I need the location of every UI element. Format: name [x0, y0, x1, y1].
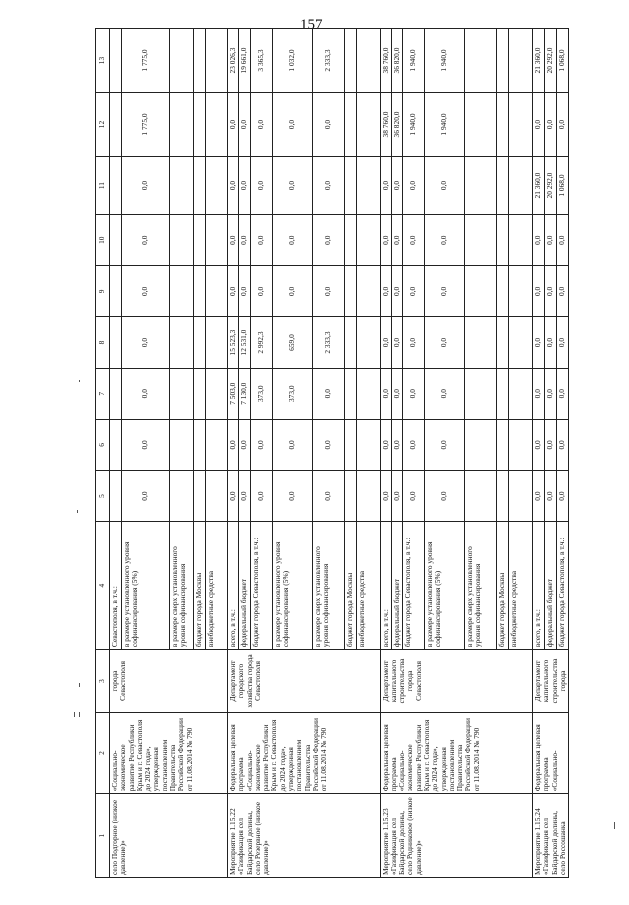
value-cell: 0,0: [228, 93, 239, 157]
value-cell: 0,0: [312, 93, 344, 157]
event-name-cell: село Подгорное (низкое давление)»: [110, 794, 228, 878]
value-cell: 0,0: [544, 419, 556, 470]
value-cell: 0,0: [556, 215, 569, 266]
value-cell: [344, 470, 356, 521]
value-cell: [206, 93, 228, 157]
value-cell: 0,0: [239, 419, 250, 470]
value-cell: 0,0: [312, 215, 344, 266]
value-cell: [344, 93, 356, 157]
value-cell: 0,0: [239, 156, 250, 214]
program-cell: Федеральная целевая программа «Социально-экономическое развитие Республики Крым и г. Севастополя до 2024 года», утвержденная постановлением Правительства Российской Федерации от 11.08.2014 № 790: [380, 712, 533, 793]
value-cell: 2 333,3: [312, 317, 344, 368]
header-cell: 13: [96, 29, 110, 93]
value-cell: [509, 317, 533, 368]
value-cell: [194, 29, 206, 93]
value-cell: 0,0: [228, 266, 239, 317]
value-cell: 0,0: [544, 317, 556, 368]
value-cell: 0,0: [272, 419, 312, 470]
value-cell: [206, 419, 228, 470]
value-cell: [509, 368, 533, 419]
value-cell: [170, 419, 194, 470]
funding-source-cell: федеральный бюджет: [391, 522, 402, 650]
value-cell: [344, 156, 356, 214]
value-cell: 373,0: [250, 368, 272, 419]
value-cell: [110, 93, 122, 157]
value-cell: 23 026,3: [228, 29, 239, 93]
program-cell: «Социально-экономическое развитие Республики Крым и г. Севастополя до 2024 года», утвержденная постановлением Правительства Российской Федерации от 11.08.2014 № 790: [110, 712, 228, 793]
funding-source-cell: в размере установленного уровня софинансирования (5%): [272, 522, 312, 650]
value-cell: 0,0: [403, 368, 425, 419]
value-cell: 0,0: [556, 470, 569, 521]
funding-source-cell: бюджет города Севастополя, в т.ч.:: [403, 522, 425, 650]
value-cell: [110, 419, 122, 470]
program-cell: Федеральная целевая программа «Социально-: [533, 712, 569, 793]
value-cell: 0,0: [556, 419, 569, 470]
value-cell: 0,0: [403, 419, 425, 470]
value-cell: [194, 317, 206, 368]
value-cell: [344, 317, 356, 368]
value-cell: 0,0: [122, 317, 170, 368]
value-cell: 0,0: [312, 419, 344, 470]
header-cell: 9: [96, 266, 110, 317]
value-cell: 0,0: [228, 215, 239, 266]
header-cell: 3: [96, 650, 110, 713]
value-cell: 0,0: [391, 368, 402, 419]
value-cell: 21 360,0: [533, 29, 545, 93]
event-name-cell: Мероприятие 1.15.24 «Газификация сел Байдарской долины, село Россошанка: [533, 794, 569, 878]
value-cell: 3 365,3: [250, 29, 272, 93]
header-cell: 8: [96, 317, 110, 368]
value-cell: 0,0: [228, 156, 239, 214]
value-cell: [356, 419, 380, 470]
scan-mark: [614, 822, 615, 829]
value-cell: 0,0: [122, 419, 170, 470]
table-row: [380, 29, 391, 878]
value-cell: 0,0: [403, 156, 425, 214]
value-cell: [206, 156, 228, 214]
value-cell: [344, 368, 356, 419]
value-cell: [356, 266, 380, 317]
value-cell: [465, 156, 497, 214]
value-cell: 0,0: [239, 215, 250, 266]
value-cell: 0,0: [250, 93, 272, 157]
value-cell: [509, 29, 533, 93]
value-cell: [170, 215, 194, 266]
header-cell: 11: [96, 156, 110, 214]
event-name-cell: Мероприятие 1.15.22 «Газификация сел Байдарской долины, село Резервное (низкое давление)»: [228, 794, 381, 878]
budget-table: [95, 28, 569, 878]
funding-source-cell: в размере установленного уровня софинансирования (5%): [122, 522, 170, 650]
value-cell: 0,0: [556, 368, 569, 419]
value-cell: [344, 29, 356, 93]
value-cell: [194, 419, 206, 470]
value-cell: 0,0: [272, 266, 312, 317]
funding-source-cell: всего, в т.ч.:: [380, 522, 391, 650]
value-cell: 0,0: [533, 470, 545, 521]
value-cell: 0,0: [380, 156, 391, 214]
value-cell: [497, 470, 509, 521]
funding-source-cell: бюджет города Москвы: [194, 522, 206, 650]
program-cell: Федеральная целевая программа «Социально-экономическое развитие Республики Крым и г. Севастополя до 2024 года», утвержденная постановлением Правительства Российской Федерации от 11.08.2014 № 790: [228, 712, 381, 793]
value-cell: [344, 215, 356, 266]
value-cell: [356, 156, 380, 214]
value-cell: 0,0: [272, 156, 312, 214]
value-cell: 20 292,0: [544, 29, 556, 93]
executor-cell: Департамент капитального строительства города Севастополя: [380, 650, 533, 713]
value-cell: 1 940,0: [425, 29, 465, 93]
value-cell: 38 760,0: [380, 29, 391, 93]
value-cell: 0,0: [391, 419, 402, 470]
value-cell: [206, 266, 228, 317]
value-cell: [497, 29, 509, 93]
funding-source-cell: внебюджетные средства: [206, 522, 228, 650]
funding-source-cell: бюджет города Севастополя, в т.ч.:: [556, 522, 569, 650]
value-cell: 1 068,0: [556, 29, 569, 93]
value-cell: [110, 317, 122, 368]
value-cell: [497, 419, 509, 470]
value-cell: 0,0: [403, 266, 425, 317]
value-cell: [206, 470, 228, 521]
value-cell: 19 661,0: [239, 29, 250, 93]
value-cell: 7 503,0: [228, 368, 239, 419]
value-cell: 0,0: [544, 266, 556, 317]
value-cell: 7 130,0: [239, 368, 250, 419]
value-cell: 20 292,0: [544, 156, 556, 214]
funding-source-cell: федеральный бюджет: [239, 522, 250, 650]
header-cell: 2: [96, 712, 110, 793]
value-cell: 0,0: [425, 368, 465, 419]
funding-source-cell: внебюджетные средства: [356, 522, 380, 650]
value-cell: 0,0: [380, 317, 391, 368]
value-cell: [170, 93, 194, 157]
value-cell: [356, 368, 380, 419]
value-cell: 659,0: [272, 317, 312, 368]
table-row: [228, 29, 239, 878]
header-cell: 12: [96, 93, 110, 157]
value-cell: 0,0: [312, 470, 344, 521]
value-cell: [497, 93, 509, 157]
value-cell: [110, 368, 122, 419]
value-cell: 0,0: [239, 93, 250, 157]
value-cell: 0,0: [250, 266, 272, 317]
value-cell: 1 940,0: [425, 93, 465, 157]
value-cell: 0,0: [228, 419, 239, 470]
value-cell: 0,0: [391, 470, 402, 521]
value-cell: 0,0: [533, 215, 545, 266]
value-cell: 0,0: [391, 156, 402, 214]
funding-source-cell: всего, в т.ч.:: [228, 522, 239, 650]
value-cell: [170, 368, 194, 419]
value-cell: [170, 266, 194, 317]
table-row: [110, 29, 122, 878]
value-cell: 0,0: [425, 156, 465, 214]
value-cell: [356, 93, 380, 157]
funding-source-cell: внебюджетные средства: [509, 522, 533, 650]
value-cell: [194, 266, 206, 317]
value-cell: 0,0: [380, 419, 391, 470]
value-cell: [509, 470, 533, 521]
value-cell: [194, 93, 206, 157]
value-cell: 0,0: [122, 215, 170, 266]
funding-source-cell: в размере сверх установленного уровня софинансирования: [170, 522, 194, 650]
value-cell: 0,0: [403, 215, 425, 266]
value-cell: 0,0: [228, 470, 239, 521]
value-cell: [509, 215, 533, 266]
funding-source-cell: в размере сверх установленного уровня софинансирования: [312, 522, 344, 650]
value-cell: 0,0: [312, 266, 344, 317]
value-cell: [465, 266, 497, 317]
value-cell: [497, 266, 509, 317]
value-cell: [170, 156, 194, 214]
value-cell: 0,0: [425, 419, 465, 470]
value-cell: [206, 215, 228, 266]
value-cell: [497, 317, 509, 368]
value-cell: [206, 317, 228, 368]
value-cell: 0,0: [556, 93, 569, 157]
value-cell: 0,0: [544, 368, 556, 419]
table-row: [533, 29, 545, 878]
value-cell: 0,0: [272, 93, 312, 157]
value-cell: [497, 368, 509, 419]
value-cell: 0,0: [391, 266, 402, 317]
header-cell: 10: [96, 215, 110, 266]
value-cell: 38 760,0: [380, 93, 391, 157]
value-cell: [509, 156, 533, 214]
value-cell: 0,0: [425, 470, 465, 521]
header-cell: 5: [96, 470, 110, 521]
funding-source-cell: всего, в т.ч.:: [533, 522, 545, 650]
value-cell: [356, 29, 380, 93]
value-cell: 0,0: [250, 215, 272, 266]
value-cell: 0,0: [533, 266, 545, 317]
value-cell: [465, 215, 497, 266]
value-cell: [497, 215, 509, 266]
value-cell: [465, 317, 497, 368]
value-cell: 1 940,0: [403, 29, 425, 93]
value-cell: 0,0: [239, 470, 250, 521]
value-cell: [509, 419, 533, 470]
value-cell: 0,0: [403, 317, 425, 368]
scan-mark: [79, 712, 80, 717]
value-cell: 1 775,0: [122, 93, 170, 157]
table-body: [110, 29, 569, 878]
scan-mark: [77, 510, 78, 513]
header-row: [96, 29, 110, 878]
value-cell: 0,0: [122, 156, 170, 214]
value-cell: 0,0: [403, 470, 425, 521]
value-cell: 373,0: [272, 368, 312, 419]
value-cell: 0,0: [122, 266, 170, 317]
funding-source-cell: федеральный бюджет: [544, 522, 556, 650]
value-cell: [110, 156, 122, 214]
funding-source-cell: Севастополя, в т.ч.:: [110, 522, 122, 650]
value-cell: [356, 215, 380, 266]
value-cell: 0,0: [122, 470, 170, 521]
executor-cell: Департамент городского хозяйства города Севастополя: [228, 650, 381, 713]
value-cell: 0,0: [272, 215, 312, 266]
funding-source-cell: в размере сверх установленного уровня софинансирования: [465, 522, 497, 650]
header-cell: 1: [96, 794, 110, 878]
rotated-table-container: [95, 28, 615, 878]
value-cell: [194, 215, 206, 266]
executor-cell: Департамент капитального строительства города: [533, 650, 569, 713]
value-cell: 0,0: [533, 93, 545, 157]
value-cell: [344, 266, 356, 317]
value-cell: 0,0: [544, 93, 556, 157]
value-cell: 0,0: [380, 368, 391, 419]
value-cell: [170, 470, 194, 521]
funding-source-cell: бюджет города Севастополя, в т.ч.:: [250, 522, 272, 650]
value-cell: [194, 156, 206, 214]
value-cell: [206, 29, 228, 93]
value-cell: 0,0: [391, 317, 402, 368]
executor-cell: города Севастополя: [110, 650, 228, 713]
value-cell: 0,0: [533, 419, 545, 470]
value-cell: 0,0: [544, 470, 556, 521]
funding-source-cell: в размере установленного уровня софинансирования (5%): [425, 522, 465, 650]
value-cell: 0,0: [312, 156, 344, 214]
value-cell: 0,0: [380, 470, 391, 521]
scan-mark: [74, 712, 75, 717]
value-cell: 0,0: [312, 368, 344, 419]
value-cell: 12 531,0: [239, 317, 250, 368]
value-cell: [110, 266, 122, 317]
value-cell: [465, 419, 497, 470]
value-cell: 0,0: [380, 266, 391, 317]
value-cell: 36 820,0: [391, 93, 402, 157]
value-cell: [110, 29, 122, 93]
value-cell: [170, 317, 194, 368]
value-cell: 2 333,3: [312, 29, 344, 93]
page-number: 157: [300, 17, 323, 33]
value-cell: 0,0: [250, 156, 272, 214]
value-cell: [465, 368, 497, 419]
value-cell: 0,0: [122, 368, 170, 419]
value-cell: [497, 156, 509, 214]
value-cell: 0,0: [250, 419, 272, 470]
value-cell: 1 032,0: [272, 29, 312, 93]
value-cell: [110, 215, 122, 266]
value-cell: 0,0: [250, 470, 272, 521]
value-cell: [509, 266, 533, 317]
value-cell: [110, 470, 122, 521]
header-cell: 7: [96, 368, 110, 419]
value-cell: [170, 29, 194, 93]
value-cell: 0,0: [533, 317, 545, 368]
value-cell: [356, 317, 380, 368]
value-cell: 0,0: [272, 470, 312, 521]
value-cell: 0,0: [556, 317, 569, 368]
value-cell: [465, 93, 497, 157]
value-cell: 2 992,3: [250, 317, 272, 368]
value-cell: 0,0: [239, 266, 250, 317]
value-cell: 0,0: [544, 215, 556, 266]
value-cell: 1 775,0: [122, 29, 170, 93]
event-name-cell: Мероприятие 1.15.23 «Газификация сел Байдарской долины, село Родниковое (низкое давление)»: [380, 794, 533, 878]
value-cell: 15 523,3: [228, 317, 239, 368]
value-cell: [356, 470, 380, 521]
value-cell: [509, 93, 533, 157]
value-cell: 0,0: [391, 215, 402, 266]
funding-source-cell: бюджет города Москвы: [497, 522, 509, 650]
value-cell: 36 820,0: [391, 29, 402, 93]
value-cell: 0,0: [533, 368, 545, 419]
value-cell: 21 360,0: [533, 156, 545, 214]
value-cell: 1 068,0: [556, 156, 569, 214]
value-cell: 0,0: [425, 266, 465, 317]
value-cell: [465, 470, 497, 521]
value-cell: [206, 368, 228, 419]
funding-source-cell: бюджет города Москвы: [344, 522, 356, 650]
value-cell: [344, 419, 356, 470]
value-cell: 1 940,0: [403, 93, 425, 157]
value-cell: 0,0: [556, 266, 569, 317]
header-cell: 6: [96, 419, 110, 470]
value-cell: 0,0: [380, 215, 391, 266]
value-cell: [465, 29, 497, 93]
value-cell: [194, 368, 206, 419]
value-cell: 0,0: [425, 317, 465, 368]
header-cell: 4: [96, 522, 110, 650]
value-cell: 0,0: [425, 215, 465, 266]
scan-mark: [79, 380, 80, 382]
value-cell: [194, 470, 206, 521]
scan-mark: [79, 683, 80, 687]
